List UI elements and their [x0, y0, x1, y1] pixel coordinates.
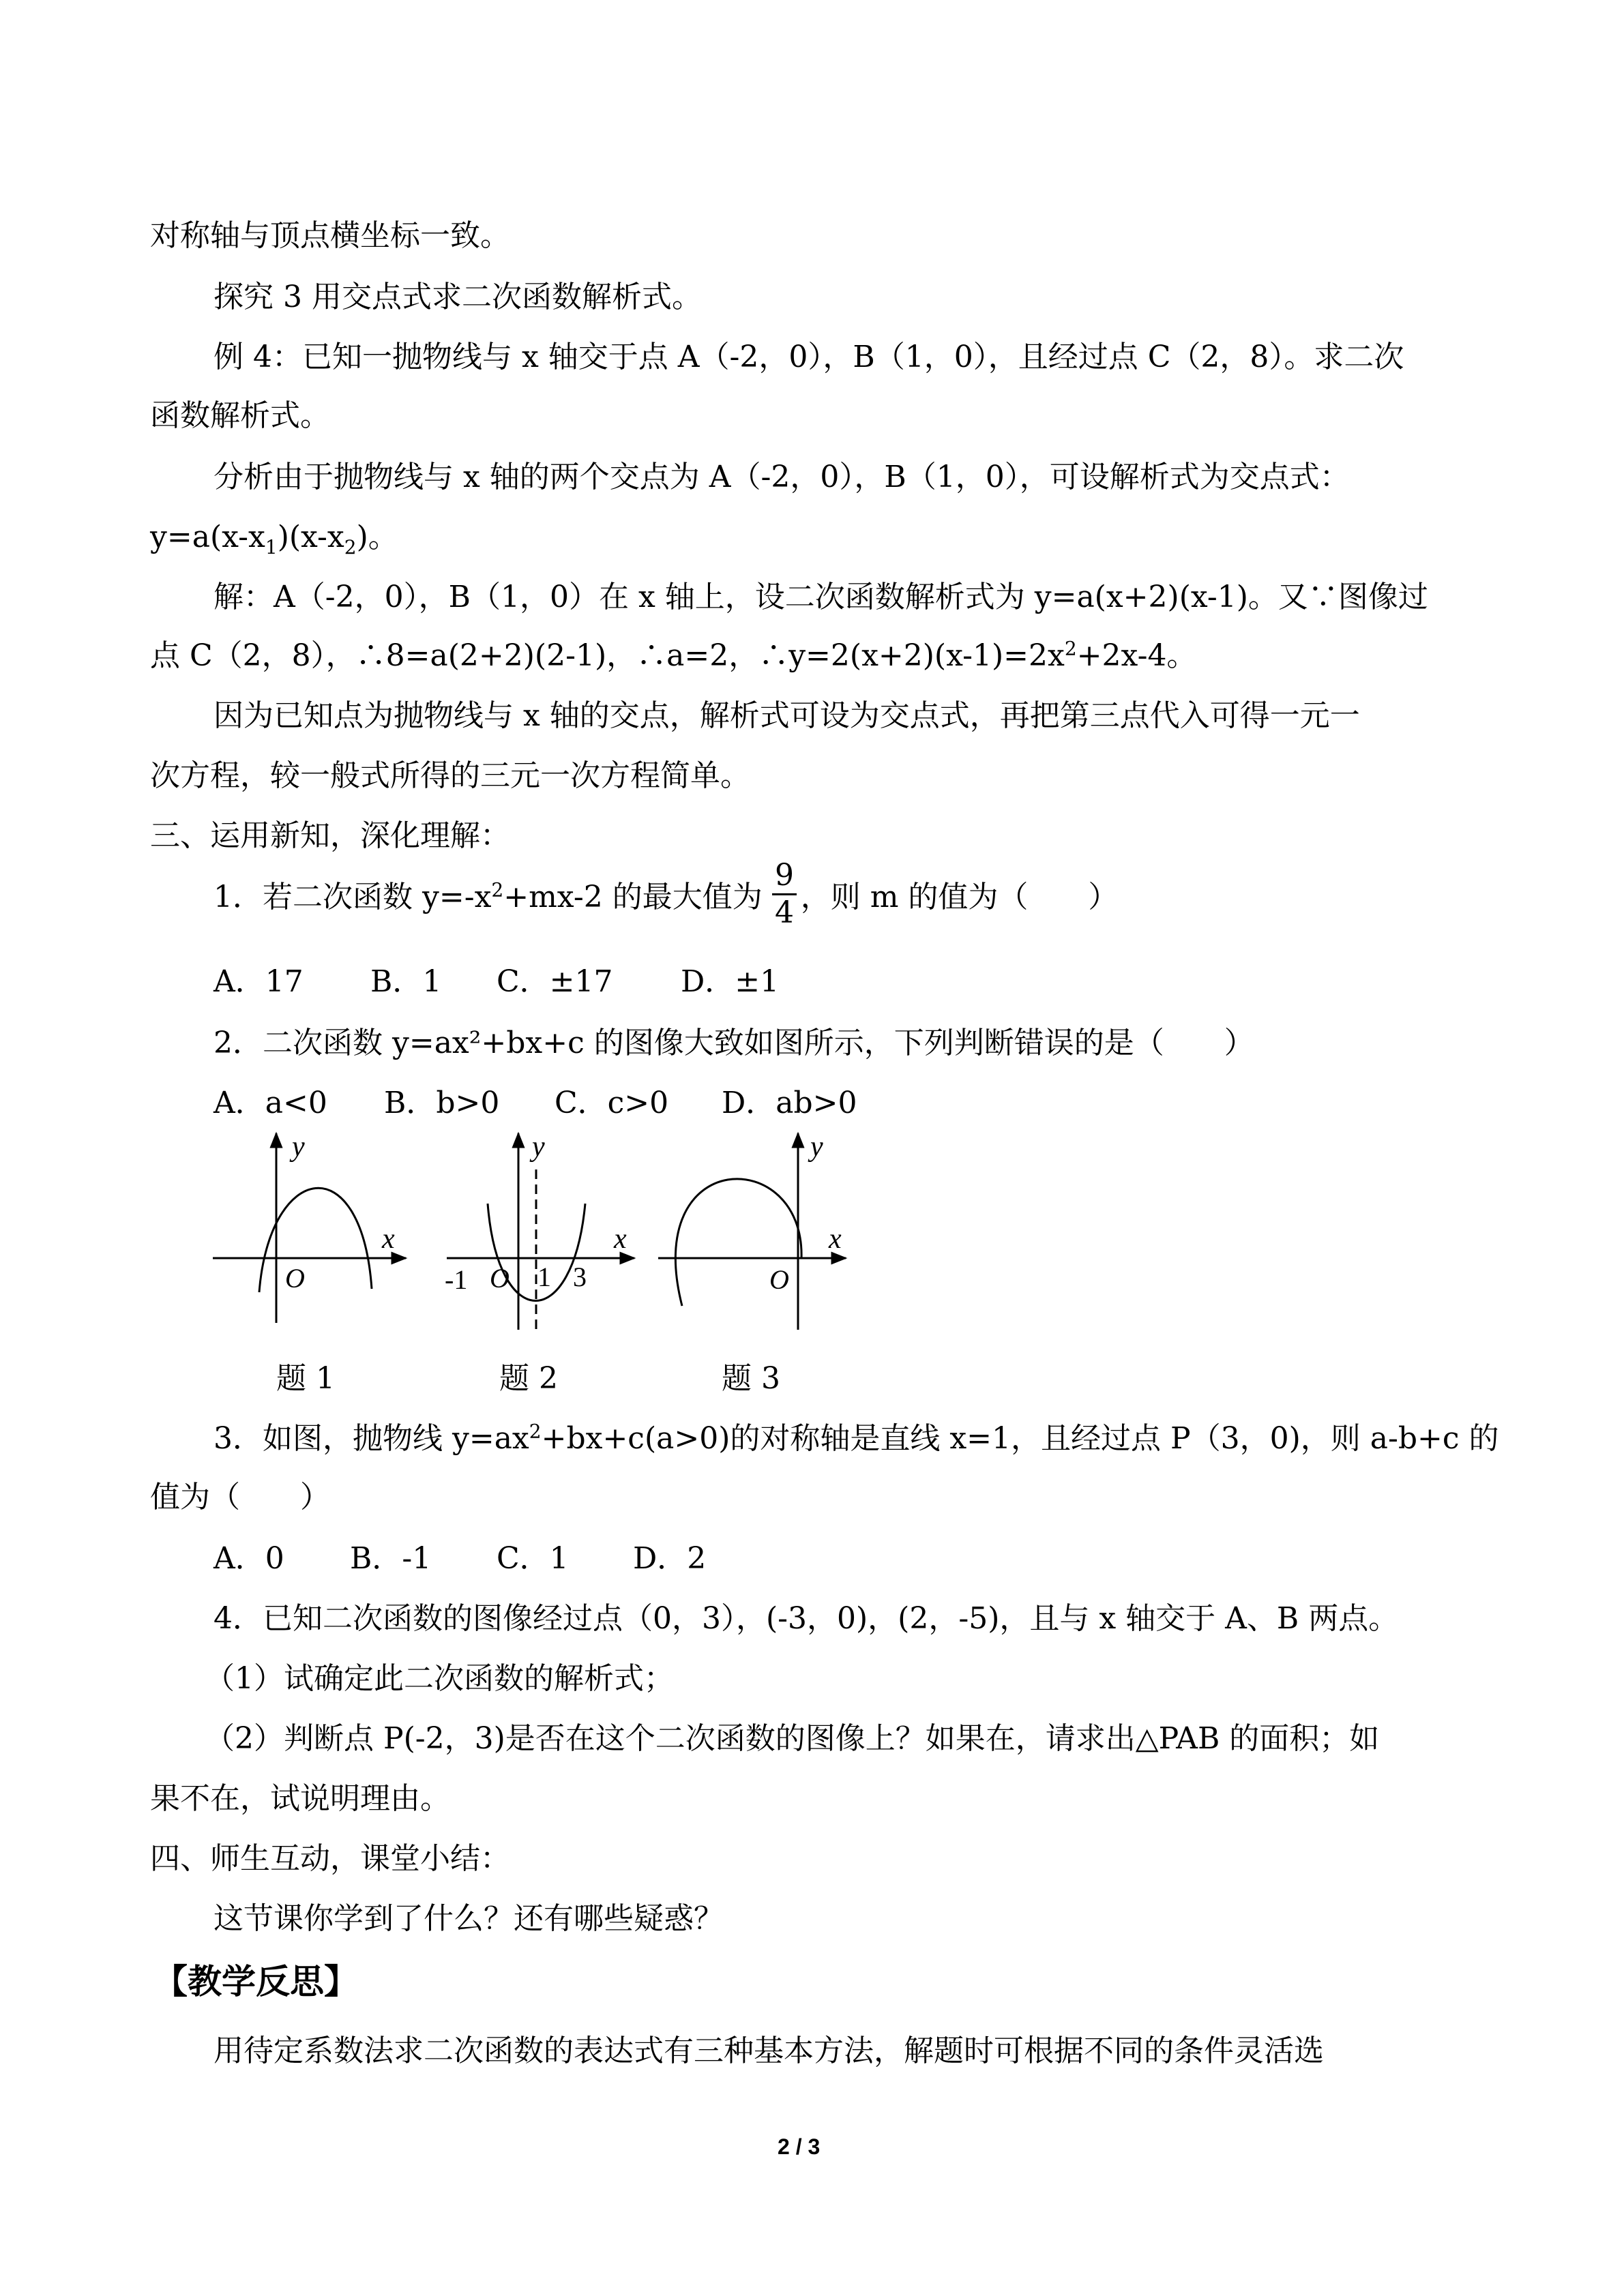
axis-label: x — [614, 1223, 627, 1255]
figure-3 — [658, 1133, 846, 1330]
tick-label: 3 — [573, 1262, 587, 1292]
text-line: 果不在，试说明理由。 — [150, 1781, 450, 1816]
text-line: 这节课你学到了什么？还有哪些疑惑？ — [213, 1901, 724, 1936]
axis-label: y — [292, 1131, 305, 1163]
text-line: 对称轴与顶点横坐标一致。 — [150, 218, 510, 253]
text-line: 次方程，较一般式所得的三元一次方程简单。 — [150, 758, 750, 793]
tick-label: -1 — [445, 1264, 468, 1295]
origin-label: O — [769, 1264, 789, 1295]
question-4: 4．已知二次函数的图像经过点（0，3），(-3，0)，(2，-5)，且与 x 轴交于 A、B 两点。 — [213, 1601, 1399, 1636]
text-line: 例 4：已知一抛物线与 x 轴交于点 A（-2，0），B（1，0），且经过点 C（2，8）。求二次 — [213, 340, 1404, 374]
text-line: 值为（ ） — [150, 1480, 330, 1515]
origin-label: O — [285, 1263, 305, 1294]
text-line: 因为已知点为抛物线与 x 轴的交点，解析式可设为交点式，再把第三点代入可得一元一 — [213, 698, 1360, 733]
text-line: 用待定系数法求二次函数的表达式有三种基本方法，解题时可根据不同的条件灵活选 — [213, 2033, 1324, 2068]
text-line: 探究 3 用交点式求二次函数解析式。 — [213, 280, 702, 314]
axis-label: x — [829, 1223, 842, 1255]
text-line: 点 C（2，8），∴8=a(2+2)(2-1)，∴a=2，$\therefore y=2(x+2)(x-1)=2x^2+2x-4$。 — [150, 637, 1197, 673]
section-heading: 四、师生互动，课堂小结： — [150, 1841, 510, 1876]
axis-label: x — [382, 1223, 395, 1255]
options-q1: A．17 B．1 C．±17 D．±1 — [213, 964, 780, 999]
text-line: 解：A（-2，0），B（1，0）在 x 轴上，设二次函数解析式为 y=a(x+2)(x-1)。又∵图像过 — [213, 580, 1428, 614]
figures-panel — [205, 1125, 859, 1350]
options-q3: A．0 B．-1 C．1 D．2 — [213, 1541, 707, 1576]
axis-label: y — [810, 1131, 823, 1163]
tick-label: 1 — [537, 1262, 551, 1292]
options-q2: A．a<0 B．b>0 C．c>0 D．ab>0 — [213, 1086, 857, 1120]
question-2: 2．二次函数 y=ax²+bx+c 的图像大致如图所示，下列判断错误的是（ ） — [213, 1026, 1254, 1060]
figure-caption: 题 3 — [722, 1361, 780, 1396]
text-line: 分析由于抛物线与 x 轴的两个交点为 A（-2，0），B（1，0），可设解析式为交点式： — [213, 460, 1350, 494]
page-number: 2 / 3 — [778, 2134, 821, 2159]
axis-label: y — [532, 1131, 545, 1163]
question-3: 3．如图，抛物线 $y=ax^2+bx+c(a>0)$的对称轴是直线 x=1，且经过点 P（3，0)，则 a-b+c 的 — [213, 1420, 1499, 1456]
figure-caption: 题 2 — [499, 1361, 558, 1396]
formula-line: $y=a(x-x_1)(x-x_2)$。 — [150, 520, 398, 558]
figure-2 — [447, 1133, 634, 1330]
section-heading: 三、运用新知，深化理解： — [150, 818, 510, 853]
question-4-part-2: （2）判断点 P(-2，3)是否在这个二次函数的图像上？如果在，请求出△PAB 的面积；如 — [205, 1721, 1380, 1756]
fraction-9-4: 9 4 — [767, 858, 801, 931]
figure-1 — [213, 1133, 406, 1323]
question-4-part-1: （1）试确定此二次函数的解析式； — [205, 1661, 674, 1696]
figure-caption: 题 1 — [276, 1361, 335, 1396]
section-title-reflection: 【教学反思】 — [153, 1962, 358, 2001]
origin-label: O — [490, 1263, 510, 1294]
question-1: 1．若二次函数 $y=-x^2+mx-2$ 的最大值为 ，则 m 的值为（ ） — [213, 878, 1119, 914]
text-line: 函数解析式。 — [150, 398, 330, 433]
